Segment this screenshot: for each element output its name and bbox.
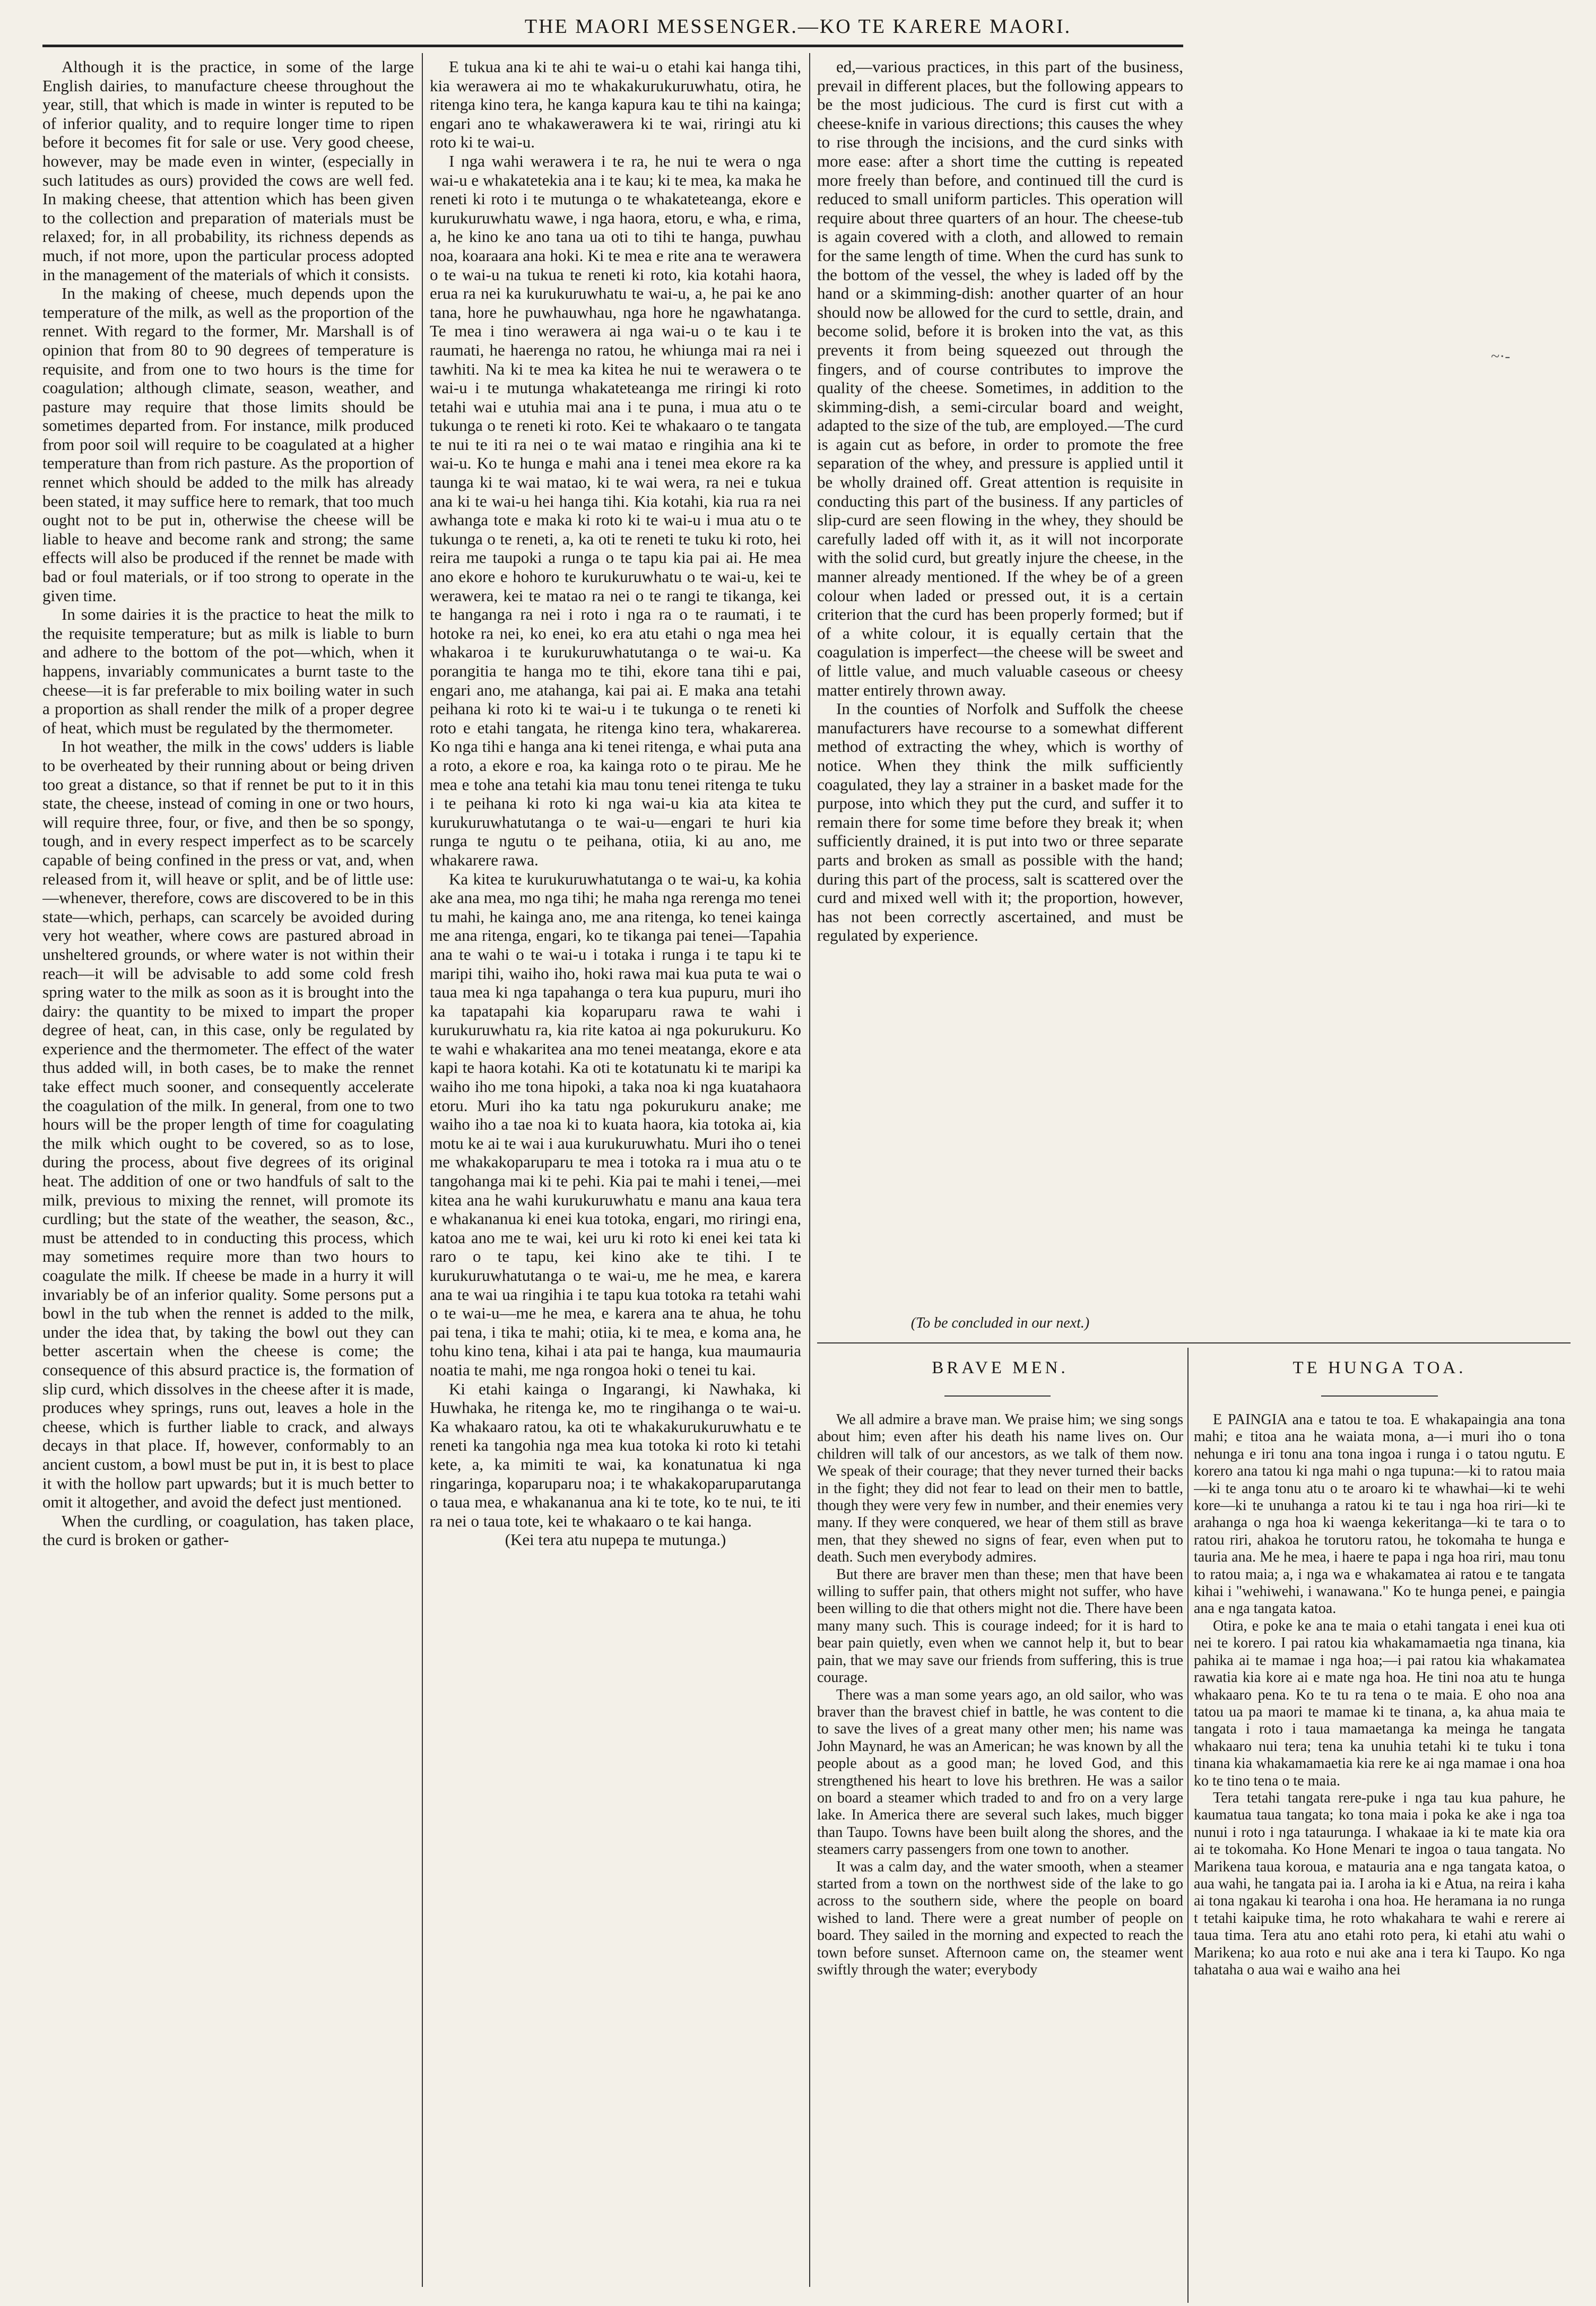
paragraph: ed,—various practices, in this part of the business, prevail in different places, but the following appears to be the most judicious. The curd is first cut with a cheese-knife in various directions; this causes the whey to rise through the incisions, and the curd sinks with more ease: after a short time the cutting is repeated more freely than before, and continued till the curd is reduced to small uniform particles. This operation will require about three quarters of an hour. The cheese-tub is again covered with a cloth, and allowed to remain for the same length of time. When the curd has sunk to the bottom of the vessel, the whey is laded off by the hand or a skimming-dish: another quarter of an hour should now be allowed for the curd to settle, drain, and become solid, before it is broken into the vat, as this prevents it from being squeezed out through the fingers, and of course contributes to improve the quality of the cheese. Sometimes, in addition to the skimming-dish, a semi-circular board and weight, adapted to the size of the tub, are employed.—The curd is again cut as before, in order to promote the free separation of the whey, and pressure is applied until it be wholly drained off. Great attention is requisite in conducting this part of the business. If any particles of slip-curd are seen flowing in the whey, they should be carefully laded off with it, as it will not incorporate with the solid curd, but greatly injure the cheese, in the manner already mentioned. If the whey be of a green colour when laded or pressed out, it is a certain criterion that the curd has been properly formed; but if of a white colour, it is equally certain that the coagulation is imperfect—the cheese will be sweet and of little value, and much valuable caseous or cheesy matter entirely thrown away. (817, 57, 1183, 699)
paragraph: In the counties of Norfolk and Suffolk the cheese manufacturers have recourse to a somewhat different method of extracting the whey, which is worthy of notice. When they think the milk sufficiently coagulated, they lay a strainer in a basket made for the purpose, into which they put the curd, and suffer it to remain there for some time before they break it; when sufficiently drained, it is put into two or three separate parts and broken as small as possible with the hand; during this part of the process, salt is scattered over the curd and mixed well with it; the proportion, however, has not been correctly ascertained, and must be regulated by experience. (817, 699, 1183, 945)
heading-te-hunga-toa: TE HUNGA TOA. (1293, 1358, 1467, 1377)
column-cheese-english (42, 57, 414, 2286)
heading-brave-men: BRAVE MEN. (932, 1358, 1069, 1377)
paragraph: Tera tetahi tangata rere-puke i nga tau kua pahure, he kaumatua taua tangata; ko tona maia i poka ke ake i nga toa nunui i roto i nga tataurunga. I whakaae ia ki te mate kia ora ai te tokomaha. Ko Hone Menari te ingoa o taua tangata. No Marikena taua koroua, e matauria ana e nga tangata katoa, o aua wahi, he tangata pai ia. I aroha ia ki e Atua, na reira i kaha ai tona ngakau ki tearoha i ona hoa. He heramana ia no runga t tetahi kaipuke tima, he roto whakahara te wahi e rerere ai taua tima. Tera atu ano etahi roto pera, ki etahi atu wahi o Marikena; ko aua roto e nui ake ana i tera ki Taupo. Ko nga tahataha o aua wai e waiho ana hei (1194, 1789, 1565, 1978)
paragraph: But there are braver men than these; men that have been willing to suffer pain, that others might not suffer, who have been willing to die that others might not die. There have been many many such. This is courage indeed; for it is hard to bear pain quietly, even when we cannot help it, but to bear pain, that we may save our friends from suffering, this is true courage. (817, 1566, 1183, 1686)
paragraph: Ki etahi kainga o Ingarangi, ki Nawhaka, ki Huwhaka, he ritenga ke, mo te ringihanga o te wai-u. Ka whakaaro ratou, ka oti te whakakurukuruwhatu e te reneti ka tangohia nga mea kua totoka ki roto ki tetahi kete, a, ka mimiti te wai, ka konatunatua ki nga ringaringa, koparuparu noa; i te whakakoparuparutanga o taua mea, e whakananua ana ki te tote, ko te nui, te iti ra nei o taua tote, kei te whakaaro o te kai hanga. (430, 1379, 801, 1530)
column-rule (422, 53, 423, 2287)
heading-underline (944, 1395, 1051, 1397)
margin-mark: ~·- (1491, 348, 1511, 365)
column-rule (809, 53, 810, 2287)
masthead-rule (42, 45, 1183, 47)
paragraph: In the making of cheese, much depends upon the temperature of the milk, as well as the proportion of the rennet. With regard to the former, Mr. Marshall is of opinion that from 80 to 90 degrees of temperature is requisite, and from one to two hours is the time for coagulation; although climate, season, weather, and pasture may require that those limits should be sometimes departed from. For instance, milk produced from poor soil will require to be coagulated at a higher temperature than from rich pasture. As the proportion of rennet which should be added to the milk has already been stated, it may suffice here to remark, that too much ought not to be put in, otherwise the cheese will be liable to heave and become rank and strong; the same effects will also be produced if the rennet be made with bad or foul materials, or if too strong to operate in the given time. (42, 284, 414, 605)
column-cheese-maori (430, 57, 801, 2286)
column-rule (1187, 1348, 1189, 2303)
column-brave-men (817, 1411, 1183, 2303)
masthead: THE MAORI MESSENGER.—KO TE KARERE MAORI. (524, 15, 1072, 38)
paragraph: It was a calm day, and the water smooth, when a steamer started from a town on the northwest side of the lake to go across to the southern side, where the people on board wished to land. There were a great number of people on board. They sailed in the morning and expected to reach the town before sunset. Afternoon came on, the steamer went swiftly through the water; everybody (817, 1858, 1183, 1978)
paragraph: Ka kitea te kurukuruwhatutanga o te wai-u, ka kohia ake ana mea, mo nga tihi; he maha nga rerenga mo tenei tu mahi, he kainga ano, me ana ritenga, ko tenei kainga me ana ritenga, engari, ko te tikanga pai tenei—Tapahia ana te wahi o te wai-u i totaka i runga i te tapu ki te maripi tihi, waiho iho, hoki rawa mai kua puta te wai o taua mea ki nga tapahanga o tera kua pupuru, muri iho ka tapatapahi kia koparuparu rawa te wahi i kurukuruwhatu ra, kia rite katoa ai nga pokurukuru. Ko te wahi e whakaritea ana mo tenei meatanga, ekore e ata kapi te haora kotahi. Ka oti te kotatunatu ki te maripi ka waiho iho me tona hipoki, a taka noa ki nga kuatahaora etoru. Muri iho ka tatu nga pokurukuru anake; me waiho iho a tae noa ki to kuata haora, kia totoka ai, kia motu ke ai te wai i aua kurukuruwhatu. Muri iho o tenei me whakakoparuparu te mea i totoka ra i mua atu o te tangohanga mai ki te pehi. Kia pai te mahi i tenei,—mei kitea ana he wahi kurukuruwhatu e manu ana kaua tera e whakananua ki enei kua totoka, engari, mo riringi ena, katoa ano me te wai, kei uru ki roto ki enei kei tata ki raro o te tapu, kei kino ake te tihi. I te kurukuruwhatutanga o te wai-u, me he mea, e karera ana te wai ua ringihia i te tapu kua totoka ra tetahi wahi o te wai-u—me he mea, e karera ana te ahua, he tohu pai tena, i tika te mahi; otiia, ki te mea, e koma ana, he tohu kino tena, kihai i ata pai te hanga, kua maumauria noatia te mahi, me nga rongoa hoki o tenei tu kai. (430, 869, 801, 1379)
heading-underline (1321, 1395, 1438, 1397)
paragraph: Although it is the practice, in some of the large English dairies, to manufacture cheese throughout the year, still, that which is made in winter is reputed to be of inferior quality, and to require longer time to ripen before it becomes fit for sale or use. Very good cheese, however, may be made even in winter, (especially in such latitudes as ours) provided the cows are well fed. In making cheese, that attention which has been given to the collection and preparation of materials must be relaxed; for, in all probability, its richness depends as much, if not more, upon the particular process adopted in the management of the materials of which it consists. (42, 57, 414, 284)
paragraph: E tukua ana ki te ahi te wai-u o etahi kai hanga tihi, kia werawera ai mo te whakakurukuruwhatu, otira, he ritenga kino tera, he kanga kapura kau te tihi na kainga; engari ano te whakawerawera ki te wai, riringi atu ki roto ki te wai-u. (430, 57, 801, 152)
paragraph: In some dairies it is the practice to heat the milk to the requisite temperature; but as milk is liable to burn and adhere to the bottom of the pot—which, when it happens, invariably communicates a burnt taste to the cheese—it is far preferable to mix boiling water in such a proportion as shall render the milk of a proper degree of heat, which must be regulated by the thermometer. (42, 605, 414, 737)
continuation-note: (To be concluded in our next.) (910, 1315, 1090, 1331)
column-cheese-continued (817, 57, 1183, 1368)
paragraph: When the curdling, or coagulation, has taken place, the curd is broken or gather- (42, 1511, 414, 1549)
section-rule (817, 1342, 1571, 1343)
paragraph: Otira, e poke ke ana te maia o etahi tangata i enei kua oti nei te korero. I pai ratou kia whakamamaetia nga tinana, kia pahika ai te mamae i nga hoa;—i pai ratou kia whakamatea rawatia kia kore ai e mate nga hoa. He tini noa atu te hunga whakaaro pena. Ko te tu ra tena o te maia. E oho noa ana tatou ua pa maori te mamae ki te tinana, a, ka ahua maia te tangata i roto i taua mamaetanga ka meinga he tangata whakaaro nui tera; tena ka unuhia tetahi ki te tuku i tona tinana kia whakamamaetia kia rere ke ai nga mamae i ona hoa ko te tino tena o te maia. (1194, 1617, 1565, 1789)
paragraph: (Kei tera atu nupepa te mutunga.) (505, 1530, 726, 1549)
paragraph: There was a man some years ago, an old sailor, who was braver than the bravest chief in battle, he was content to die to save the lives of a great many other men; his name was John Maynard, he was an American; he was known by all the people about as a good man; he loved God, and this strengthened his heart to love his brethren. He was a sailor on board a steamer which traded to and fro on a very large lake. In America there are several such lakes, much bigger than Taupo. Towns have been built along the shores, and the steamers carry passengers from one town to another. (817, 1686, 1183, 1858)
paragraph: We all admire a brave man. We praise him; we sing songs about him; even after his death his name lives on. Our children will talk of our ancestors, as we talk of them now. We speak of their courage; that they never turned their backs in the fight; they did not fear to lead on their men to battle, though they were very few in number, and their enemies very many. If they were conquered, we hear of them still as brave men, that they shewed no signs of fear, even when put to death. Such men everybody admires. (817, 1411, 1183, 1566)
paragraph: I nga wahi werawera i te ra, he nui te wera o nga wai-u e whakatetekia ana i te kau; ki te mea, ka maka he reneti ki roto i te mutunga o te whakateteanga, ekore e kurukuruwhatu wawe, i nga haora, etoru, e wha, e rima, a, he kino ke ano tana ua oti to tihi te hanga, puwhau noa, koaraara ana hoki. Ki te mea e rite ana te werawera o te wai-u na tukua te reneti ki roto, kia kotahi haora, erua ra nei ka kurukuruwhatu te wai-u, a, he pai ke ano tana, hore he puwhauwhau, nga hore he ngawhatanga. Te mea i tino werawera ai nga wai-u o te kau i te raumati, he haerenga no ratou, he whiunga mai ra nei i tawhiti. Na ki te mea ka kitea he nui te werawera o te wai-u i te mutunga whakateteanga me riringi ki roto tetahi wai e utuhia mai ana i te puna, i mua atu o te tukunga o te reneti ki roto. Kei te whakaaro o te tangata te nui te iti ra nei o te wai matao e ringihia ana ki te wai-u. Ko te hunga e mahi ana i tenei mea ekore ra ka taunga ki te wai matao, ki te wai wera, ra nei e tukua ana ki te wai-u hei hanga tihi. Kia kotahi, kia rua ra nei awhanga tote e maka ki roto ki te wai-u i mua atu o te tukunga o te reneti, a, ka oti te reneti te tuku ki roto, hei reira me taupoki a runga o te tapu kia pai ai. He mea ano ekore e hohoro te kurukuruwhatu o te wai-u, kei te werawera, kei te matao ra nei o te rangi te tikanga, kei te hanganga ra nei i roto i nga ra o te raumati, i te hotoke ra nei, ko enei, ko era atu etahi o nga mea hei whakaroa i te kurukuruwhatutanga o te wai-u. Ka porangitia te hanga mo te tihi, ekore tana tihi e pai, engari ano, me atahanga, kai pai ai. E maka ana tetahi peihana ki roto ki te wai-u i te tukunga o te reneti ki roto e etahi tangata, he ritenga kino tera, whakarerea. Ko nga tihi e hanga ana ki tenei ritenga, e whai puta ana a roto, a ekore e roa, ka kainga roto o te pirau. Me he mea e tohe ana tetahi kia mau tonu tenei ritenga te tuku i te peihana ki roto ki nga wai-u kia ata kitea te kurukuruwhatutanga o te wai-u—engari te huri kia runga te ngutu o te peihana, otiia, ki au ano, me whakarere rawa. (430, 151, 801, 869)
paragraph: In hot weather, the milk in the cows' udders is liable to be overheated by their running about or being driven too great a distance, so that if rennet be put to it in this state, the cheese, instead of coming in one or two hours, will require three, four, or five, and then be so spongy, tough, and in every respect imperfect as to be scarcely capable of being confined in the press or vat, and, when released from it, will heave or split, and be of little use:—whenever, therefore, cows are discovered to be in this state—which, perhaps, can scarcely be avoided during very hot weather, where cows are pastured abroad in unsheltered grounds, or where water is not within their reach—it will be advisable to add some cold fresh spring water to the milk as soon as it is brought into the dairy: the quantity to be mixed to impart the proper degree of heat, can, in this case, only be regulated by experience and the thermometer. The effect of the water thus added will, in both cases, be to make the rennet take effect much sooner, and consequently accelerate the coagulation of the milk. In general, from one to two hours will be the proper length of time for coagulating the milk which ought to be covered, so as to lose, during the process, about five degrees of its original heat. The addition of one or two handfuls of salt to the milk, previous to mixing the rennet, will promote its curdling; but the state of the weather, the season, &c., must be attended to in conducting this process, which may sometimes require more than two hours to coagulate the milk. If cheese be made in a hurry it will invariably be of an inferior quality. Some persons put a bowl in the tub when the rennet is added to the milk, under the idea that, by taking the bowl out they can better ascertain when the cheese is come; the consequence of this absurd practice is, the formation of slip curd, which dissolves in the cheese after it is made, produces whey springs, runs out, leaves a hole in the cheese, which is further liable to crack, and always decays in that place. If, however, conformably to an ancient custom, a bowl must be put in, it is best to place it with the hollow part upwards; but it is much better to omit it altogether, and avoid the defect just mentioned. (42, 737, 414, 1512)
column-te-hunga-toa (1194, 1411, 1565, 2303)
paragraph: E PAINGIA ana e tatou te toa. E whakapaingia ana tona mahi; e titoa ana he waiata mona, a—i muri iho o tona nehunga e iri tonu ana tona ingoa i runga i o tatou ngutu. E korero ana tatou ki nga mahi o nga tupuna:—ki to ratou maia—ki te anga tonu atu o te aroaro ki te whawhai—ki te wehi kore—ki te unuhanga a ratou ki te tau i nga hoa riri—ki te arahanga o nga hoa ki waenga kekeritanga—ki te tara o to ratou riri, ahakoa he torutoru ratou, he tokomaha te hunga e tauria ana. Me he mea, i haere te papa i nga hoa riri, mau tonu to ratou maia; a, i nga wa e whakamatea ai ratou e te tangata kihai i "wehiwehi, i wanawana." Ko te hunga penei, e paingia ana e nga tangata katoa. (1194, 1411, 1565, 1617)
